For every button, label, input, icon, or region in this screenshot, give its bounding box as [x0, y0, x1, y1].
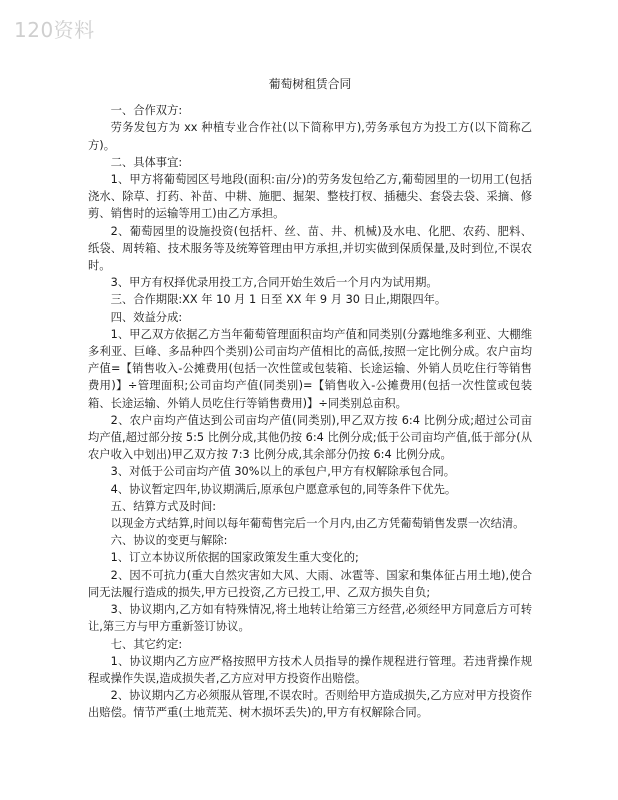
section-heading-other: 七、其它约定:: [110, 637, 183, 651]
paragraph-profit-2: 2、农户亩均产值达到公司亩均产值(同类别),甲乙双方按 6:4 比例分成;超过公司亩均产值,超过部分按 5:5 比例分成,其他仍按 6:4 比例分成;低于公司亩均产值,低于部分(从农户收入中划出)甲乙双方按 7:3 比例分成,其余部分仍按 6:4 比例分成。: [88, 413, 532, 462]
contract-document: [88, 76, 532, 722]
paragraph-detail-3: 3、甲方有权择优录用投工方,合同开始生效后一个月内为试用期。: [110, 276, 438, 290]
paragraph-other-2: 2、协议期内乙方必须服从管理,不误农时。否则给甲方造成损失,乙方应对甲方投资作出赔偿。情节严重(土地荒芜、树木损坏丢失)的,甲方有权解除合同。: [88, 689, 532, 720]
section-heading-changes: 六、协议的变更与解除:: [110, 534, 228, 548]
watermark-logo: 120资料: [14, 18, 95, 42]
paragraph-profit-4: 4、协议暂定四年,协议期满后,原承包户愿意承包的,同等条件下优先。: [110, 482, 457, 496]
paragraph-changes-1: 1、订立本协议所依据的国家政策发生重大变化的;: [110, 551, 359, 565]
paragraph-settlement: 以现金方式结算,时间以每年葡萄售完后一个月内,由乙方凭葡萄销售发票一次结清。: [110, 517, 525, 531]
section-heading-profit: 四、效益分成:: [110, 310, 183, 324]
paragraph-other-1: 1、协议期内乙方应严格按照甲方技术人员指导的操作规程进行管理。若违背操作规程或操作失误,造成损失者,乙方应对甲方投资作出赔偿。: [88, 654, 532, 685]
paragraph-profit-1: 1、甲乙双方依据乙方当年葡萄管理面积亩均产值和同类别(分露地维多利亚、大棚维多利亚、巨峰、多品种四个类别)公司亩均产值相比的高低,按照一定比例分成。农户亩均产值=【销售收入-公摊费用(包括一次性筐或包装箱、长途运输、外销人员吃住行等销售费用)】÷管理面积;公司亩均产值(同类别)=【销售收入-公摊费用(包括一次性筐或包装箱、长途运输、外销人员吃住行等销售费用)】÷同类别总亩积。: [88, 327, 532, 410]
section-heading-parties: 一、合作双方:: [110, 104, 183, 118]
paragraph-changes-2: 2、因不可抗力(重大自然灾害如大风、大雨、冰雹等、国家和集体征占用土地),使合同无法履行造成的损失,甲方已投资,乙方已投工,甲、乙双方损失自负;: [88, 568, 532, 599]
paragraph-detail-2: 2、葡萄园里的设施投资(包括杆、丝、苗、井、机械)及水电、化肥、农药、肥料、纸袋、周转箱、技术服务等及统筹管理由甲方承担,并切实做到保质保量,及时到位,不误农时。: [88, 224, 532, 273]
paragraph-parties: 劳务发包方为 xx 种植专业合作社(以下简称甲方),劳务承包方为投工方(以下简称乙方)。: [88, 121, 532, 152]
paragraph-profit-3: 3、对低于公司亩均产值 30%以上的承包户,甲方有权解除承包合同。: [110, 465, 456, 479]
paragraph-term: 三、合作期限:XX 年 10 月 1 日至 XX 年 9 月 30 日止,期限四年。: [110, 293, 447, 307]
section-heading-details: 二、具体事宜:: [110, 155, 183, 169]
document-title: 葡萄树租赁合同: [268, 77, 352, 91]
paragraph-changes-3: 3、协议期内,乙方如有特殊情况,将土地转让给第三方经营,必须经甲方同意后方可转让,第三方与甲方重新签订协议。: [88, 603, 532, 634]
paragraph-detail-1: 1、甲方将葡萄园区号地段(面积:亩/分)的劳务发包给乙方,葡萄园里的一切用工(包括浇水、除草、打药、补苗、中耕、施肥、掘架、整枝打杈、插穗尖、套袋去袋、采摘、修剪、销售时的运输等用工)由乙方承担。: [88, 173, 532, 221]
section-heading-settlement: 五、结算方式及时间:: [110, 499, 217, 513]
